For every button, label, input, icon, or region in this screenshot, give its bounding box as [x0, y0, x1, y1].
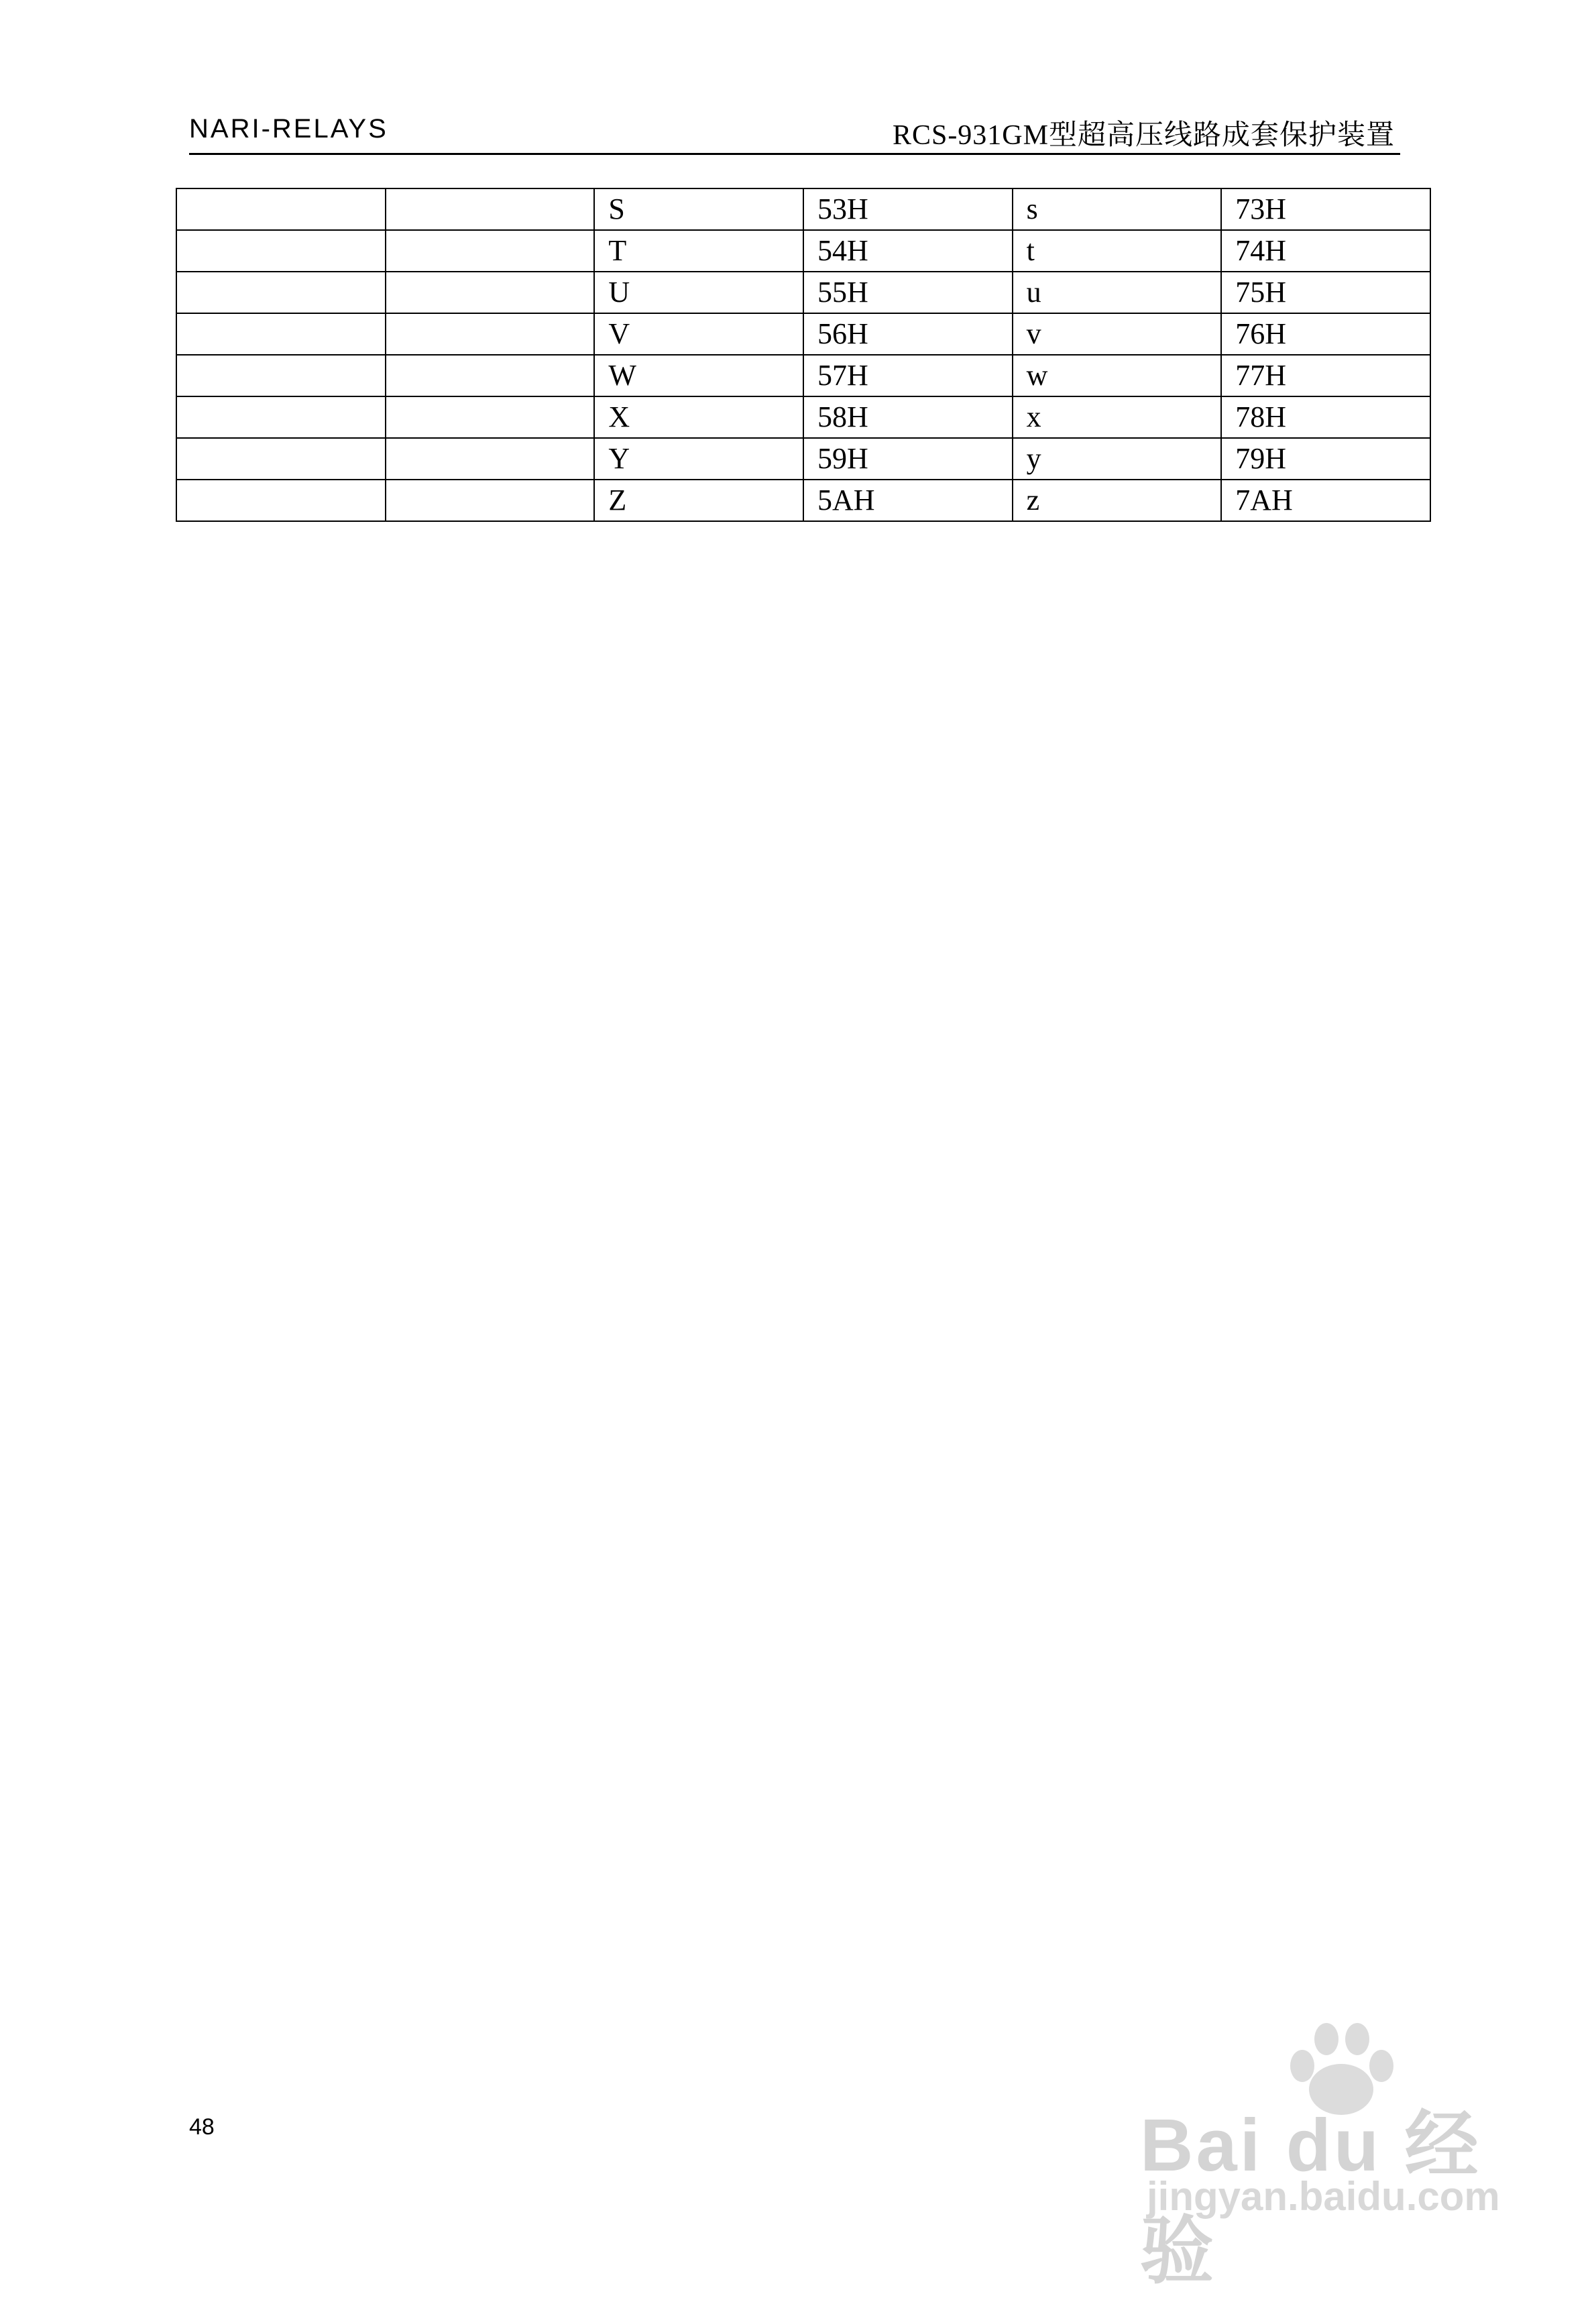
table-cell: y	[1013, 438, 1222, 480]
table-row	[176, 438, 1430, 480]
table-cell	[386, 230, 595, 272]
table-row	[176, 230, 1430, 272]
table-cell	[176, 438, 386, 480]
table-cell: Z	[594, 480, 803, 521]
table-cell: 55H	[803, 272, 1013, 313]
table-cell	[386, 396, 595, 438]
table-cell: 73H	[1221, 188, 1430, 230]
ascii-code-table	[176, 188, 1431, 522]
table-cell	[176, 230, 386, 272]
table-row	[176, 396, 1430, 438]
header-brand: NARI-RELAYS	[189, 114, 388, 144]
table-cell	[386, 188, 595, 230]
table-cell: 74H	[1221, 230, 1430, 272]
table-cell: 78H	[1221, 396, 1430, 438]
baidu-jingyan-watermark	[1140, 2019, 1529, 2293]
table-cell	[386, 438, 595, 480]
page-number: 48	[189, 2114, 215, 2140]
header-divider	[189, 153, 1400, 155]
table-cell: 75H	[1221, 272, 1430, 313]
table-cell: 57H	[803, 355, 1013, 396]
table-cell: 76H	[1221, 313, 1430, 355]
table-cell: W	[594, 355, 803, 396]
table-cell: v	[1013, 313, 1222, 355]
table-cell: 59H	[803, 438, 1013, 480]
table-cell: t	[1013, 230, 1222, 272]
table-cell: z	[1013, 480, 1222, 521]
table-cell: s	[1013, 188, 1222, 230]
table-cell	[176, 188, 386, 230]
table-cell: 77H	[1221, 355, 1430, 396]
table-cell	[176, 480, 386, 521]
table-row	[176, 188, 1430, 230]
table-cell: 54H	[803, 230, 1013, 272]
table-cell	[176, 355, 386, 396]
table-row	[176, 313, 1430, 355]
table-row	[176, 480, 1430, 521]
table-cell: w	[1013, 355, 1222, 396]
table-cell: 56H	[803, 313, 1013, 355]
table-cell: 5AH	[803, 480, 1013, 521]
table-cell: V	[594, 313, 803, 355]
table-cell: S	[594, 188, 803, 230]
table-cell: 79H	[1221, 438, 1430, 480]
table-cell: X	[594, 396, 803, 438]
header-document-title: RCS-931GM型超高压线路成套保护装置	[892, 120, 1395, 151]
table-cell: U	[594, 272, 803, 313]
table-cell: 58H	[803, 396, 1013, 438]
table-row	[176, 355, 1430, 396]
table-row	[176, 272, 1430, 313]
table-cell	[176, 396, 386, 438]
watermark-url: jingyan.baidu.com	[1147, 2174, 1500, 2219]
table-cell	[386, 313, 595, 355]
table-cell: x	[1013, 396, 1222, 438]
table-cell	[176, 272, 386, 313]
table-cell	[386, 355, 595, 396]
table-cell: Y	[594, 438, 803, 480]
table-cell: u	[1013, 272, 1222, 313]
table-cell: T	[594, 230, 803, 272]
table-cell	[176, 313, 386, 355]
table-cell: 53H	[803, 188, 1013, 230]
table-cell	[386, 480, 595, 521]
table-cell	[386, 272, 595, 313]
watermark-brand: Bai du 经验	[1140, 2104, 1481, 2293]
table-cell: 7AH	[1221, 480, 1430, 521]
